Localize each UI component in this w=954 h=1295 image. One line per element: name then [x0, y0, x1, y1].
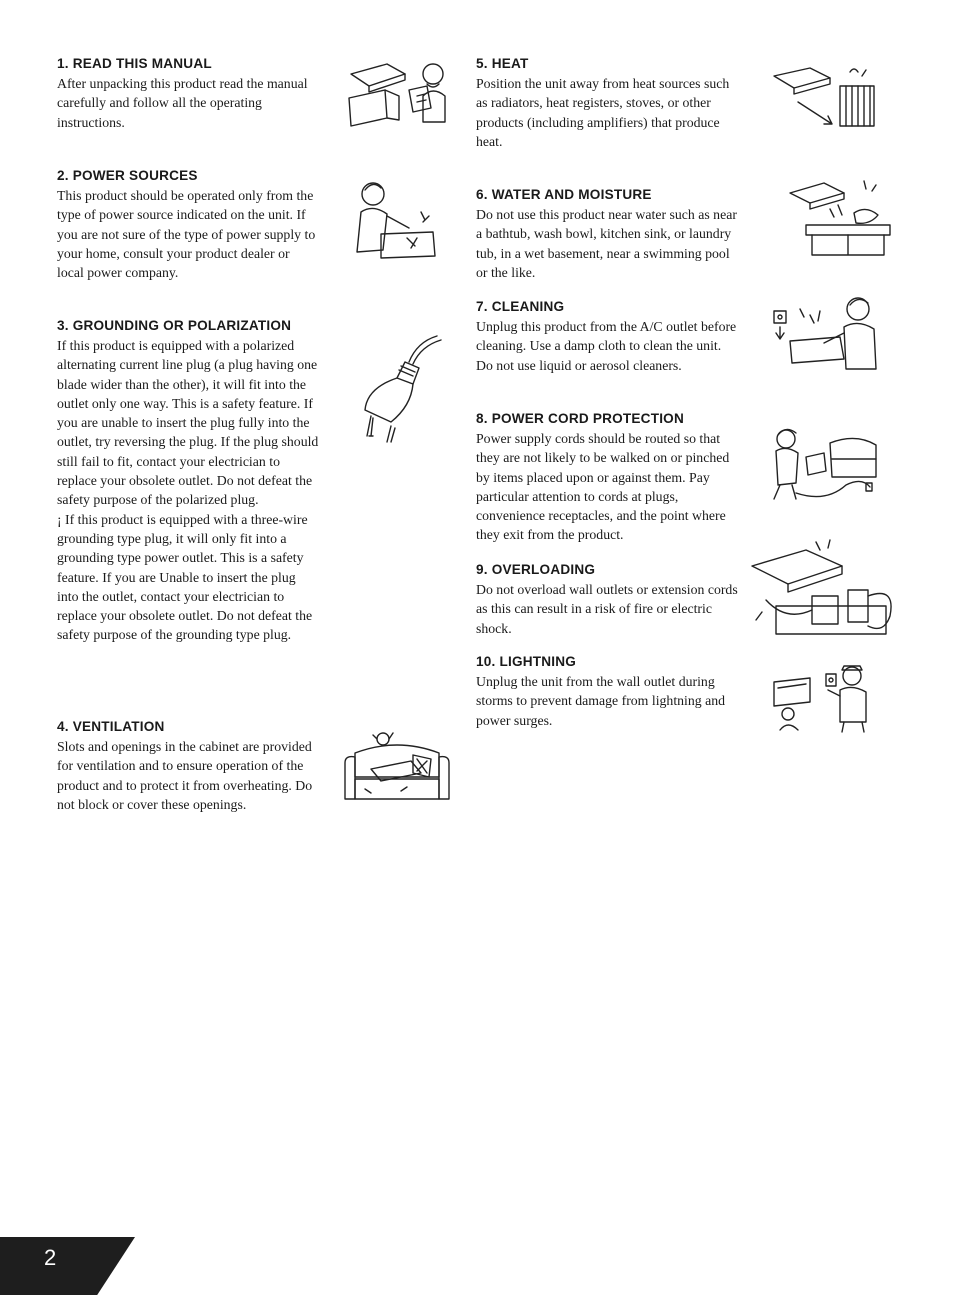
section-power-sources	[57, 168, 453, 318]
section-title: 2. POWER SOURCES	[57, 168, 198, 183]
reading-manual-illustration	[347, 56, 453, 128]
section-body: Position the unit away from heat sources such as radiators, heat registers, stoves, or other products (including amplifiers) that produce	[476, 76, 730, 130]
power-source-illustration	[351, 176, 441, 268]
section-title: 7. CLEANING	[476, 299, 565, 314]
left-column	[57, 56, 453, 839]
ventilation-sofa-illustration	[341, 729, 453, 811]
page-number: 2	[44, 1245, 57, 1270]
section-read-manual	[57, 56, 453, 168]
section-title: 5. HEAT	[476, 56, 529, 71]
section-body: Do not overload wall outlets or extension cords as this can result in a risk of fire or electric shock.	[476, 582, 738, 636]
section-title: 4. VENTILATION	[57, 719, 165, 734]
section-body: If this product is equipped with a polarized alternating current line plug (a plug having one blade wider than the other), it will fit into the outlet only one way. This is a safety feature. If you are unable to insert the plug fully into the outlet, try reversing the plug. If the plug should still fail to fit, contact your electrician to replace your obsolete outlet. Do not defeat the safety purpose of the polarized plug.	[57, 338, 319, 508]
section-body-2: heat.	[476, 133, 503, 149]
section-heat	[476, 56, 906, 187]
section-ventilation	[57, 719, 453, 839]
overloading-illustration	[746, 536, 898, 640]
heat-radiator-illustration	[770, 62, 886, 134]
section-body: After unpacking this product read the manual carefully and follow all the operating instructions.	[57, 76, 308, 130]
section-overloading	[476, 562, 906, 654]
power-cord-illustration	[766, 423, 882, 507]
section-body: Do not use this product near water such as near a bathtub, wash bowl, kitchen sink, or laundry tub, in a wet basement, near a swimming pool or the like.	[476, 207, 737, 280]
polarized-plug-illustration	[357, 332, 443, 444]
section-title: 8. POWER CORD PROTECTION	[476, 411, 684, 426]
section-title: 3. GROUNDING OR POLARIZATION	[57, 318, 292, 333]
section-body: Slots and openings in the cabinet are provided for ventilation and to ensure operation of the product and to protect it from overheating. Do not block or cover these openings.	[57, 739, 313, 812]
section-title: 9. OVERLOADING	[476, 562, 596, 577]
section-grounding	[57, 318, 453, 719]
right-column	[476, 56, 906, 734]
section-cleaning	[476, 299, 906, 411]
water-sink-illustration	[780, 175, 892, 259]
cleaning-illustration	[770, 293, 890, 377]
section-body: This product should be operated only from the type of power source indicated on the unit. If you are not sure of the type of power supply to your home, consult your product dealer or local power company.	[57, 188, 316, 281]
lightning-illustration	[770, 662, 874, 734]
section-body-2: ¡ If this product is equipped with a three-wire grounding type plug, it will only fit into a grounding type power outlet. This is a safety feature. If you are Unable to insert the plug into the outlet, contact your electrician to replace your obsolete outlet. Do not defeat the safety purpose of the grounding type plug.	[57, 511, 313, 643]
section-title: 6. WATER AND MOISTURE	[476, 187, 652, 202]
section-title: 1. READ THIS MANUAL	[57, 56, 212, 71]
section-lightning	[476, 654, 906, 734]
section-body: Unplug the unit from the wall outlet during storms to prevent damage from lightning and power surges.	[476, 674, 726, 728]
section-body: Power supply cords should be routed so that they are not likely to be walked on or pinched by items placed upon or against them. Pay particular attention to cords at plugs, convenience receptacles, and the point where they exit from the product.	[476, 431, 730, 543]
section-title: 10. LIGHTNING	[476, 654, 577, 669]
section-body: Unplug this product from the A/C outlet before cleaning. Use a damp cloth to clean the unit. Do not use liquid or aerosol cleaners.	[476, 319, 737, 373]
section-water-moisture	[476, 187, 906, 299]
page-number-block	[0, 1237, 135, 1295]
